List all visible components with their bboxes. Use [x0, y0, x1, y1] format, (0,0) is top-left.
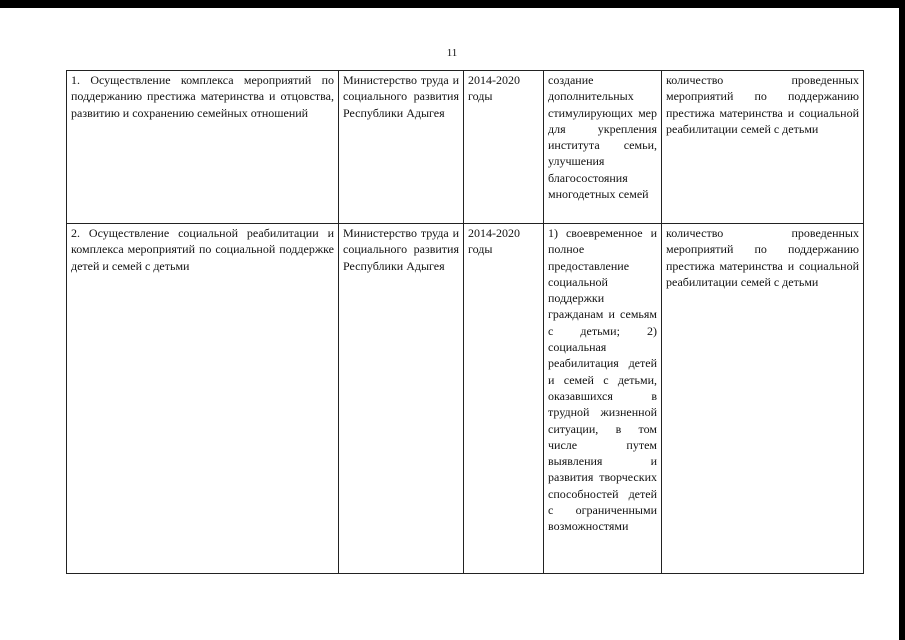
table-row	[67, 71, 864, 224]
measure-cell: 2. Осуществление социальной реабилитации и комплекса мероприятий по социальной поддержке детей и семей с детьми	[67, 224, 339, 574]
period-cell: 2014-2020 годы	[464, 71, 544, 224]
executor-cell: Министерство труда и социального развития Республики Адыгея	[339, 224, 464, 574]
table-row	[67, 224, 864, 574]
measure-cell: 1. Осуществление комплекса мероприятий по поддержанию престижа материнства и отцовства, развитию и сохранению семейных отношений	[67, 71, 339, 224]
scan-border-right	[899, 0, 905, 640]
indicator-cell: количество проведенных мероприятий по поддержанию престижа материнства и социальной реабилитации семей с детьми	[662, 224, 864, 574]
page-number: 11	[446, 47, 458, 59]
period-cell: 2014-2020 годы	[464, 224, 544, 574]
program-measures-table	[66, 70, 864, 574]
result-cell: создание дополнительных стимулирующих мер для укрепления института семьи, улучшения благосостояния многодетных семей	[544, 71, 662, 224]
result-cell: 1) своевременное и полное предоставление социальной поддержки гражданам и семьям с детьми; 2) социальная реабилитация детей и семей с детьми, оказавшихся в трудной жизненной ситуации, в том числе путем выявления и развития творческих способностей детей с ограниченными возможностями	[544, 224, 662, 574]
indicator-cell: количество проведенных мероприятий по поддержанию престижа материнства и социальной реабилитации семей с детьми	[662, 71, 864, 224]
scan-border-top	[0, 0, 905, 8]
executor-cell: Министерство труда и социального развития Республики Адыгея	[339, 71, 464, 224]
